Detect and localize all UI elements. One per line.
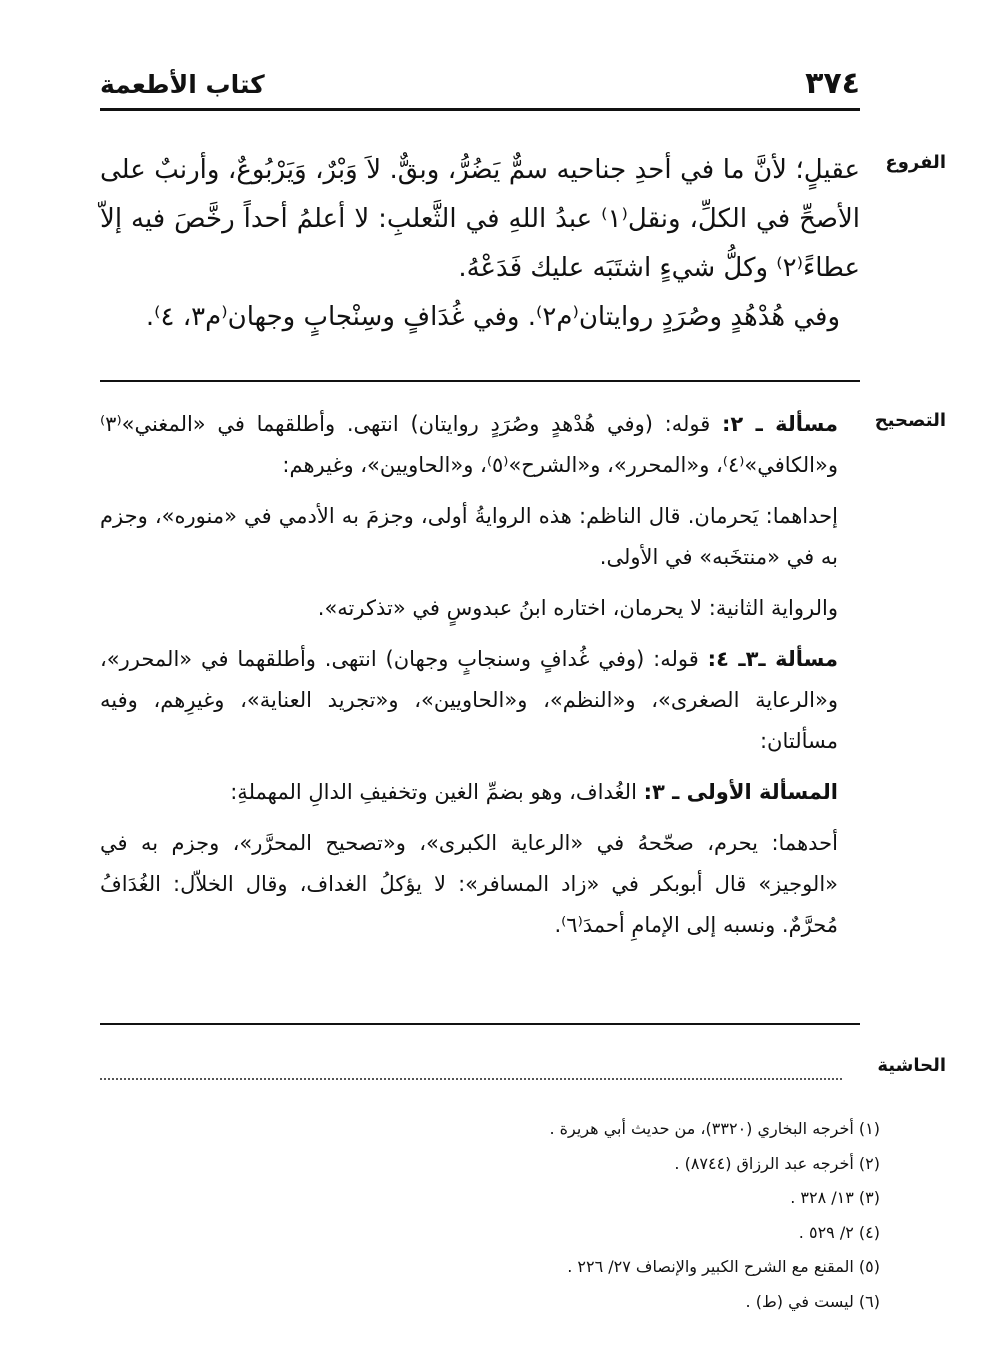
page-number: ٣٧٤ bbox=[805, 66, 860, 101]
footnote: (٤) ٢/ ٥٢٩ . bbox=[798, 1222, 880, 1242]
book-title: كتاب الأطعمة bbox=[100, 70, 265, 99]
footnotes bbox=[100, 1112, 880, 1320]
furu-paragraph-2: وفي هُدْهُدٍ وصُرَدٍ روايتان⁽م٢⁾. وفي غُدَافٍ وسِنْجابٍ وجهان⁽م٣، ٤⁾. bbox=[145, 302, 840, 332]
section-divider bbox=[100, 380, 860, 382]
furu-text bbox=[100, 146, 860, 342]
masala-2-heading: مسألة ـ ٢: bbox=[721, 412, 838, 436]
section-label-hashiya: الحاشية bbox=[877, 1055, 946, 1076]
footnote: (٦) ليست في (ط) . bbox=[745, 1291, 880, 1311]
footnote: (٣) ١٣/ ٣٢٨ . bbox=[790, 1188, 880, 1208]
masala-3-heading: المسألة الأولى ـ ٣: bbox=[643, 780, 838, 804]
dotted-separator bbox=[100, 1078, 842, 1080]
section-label-tashih: التصحيح bbox=[874, 410, 946, 431]
section-divider bbox=[100, 1023, 860, 1025]
masala-3-4-paragraph bbox=[100, 639, 860, 762]
masala-3-4-text: قوله: (وفي غُدافٍ وسنجابٍ وجهان) انتهى. وأطلقهما في «المحرر»، و«الرعاية الصغرى»، و«النظم»، و«الحاويين»، و«تجريد العناية»، وغيرِهم، وفيه مسألتان: bbox=[100, 647, 838, 753]
masala-3-4-heading: مسألة ـ٣ـ ٤: bbox=[707, 647, 838, 671]
masala-3-text: الغُداف، وهو بضمِّ الغين وتخفيفِ الدالِ المهملةِ: bbox=[230, 780, 644, 804]
footnote: (٢) أخرجه عبد الرزاق (٨٧٤٤) . bbox=[674, 1153, 880, 1173]
masala-3-paragraph bbox=[100, 772, 860, 813]
footnote: (١) أخرجه البخاري (٣٣٢٠)، من حديث أبي هريرة . bbox=[549, 1119, 880, 1138]
running-header bbox=[100, 66, 860, 106]
masala-3-first-view: أحدهما: يحرم، صحّحهُ في «الرعاية الكبرى»، و«تصحيح المحرَّر»، وجزم به في «الوجيز» قال أبوبكر في «زاد المسافر»: لا يؤكلُ الغداف، وقال الخلاّل: الغُدَافُ مُحرَّمٌ. ونسبه إلى الإمامِ أحمدَ⁽٦⁾. bbox=[100, 831, 838, 937]
header-rule bbox=[100, 108, 860, 111]
footnote: (٥) المقنع مع الشرح الكبير والإنصاف ٢٧/ ٢٢٦ . bbox=[567, 1257, 880, 1277]
masala-2-second-narration: والرواية الثانية: لا يحرمان، اختاره ابنُ عبدوسٍ في «تذكرته». bbox=[317, 596, 838, 620]
section-label-furu: الفروع bbox=[885, 152, 946, 173]
masala-2-paragraph bbox=[100, 404, 860, 486]
tashih-text bbox=[100, 404, 860, 956]
masala-2-first-narration: إحداهما: يَحرمان. قال الناظم: هذه الروايةُ أولى، وجزمَ به الأدمي في «منوره»، وجزم به في «منتخَبه» في الأولى. bbox=[100, 504, 838, 569]
masala-2-text: قوله: (وفي هُدْهدٍ وصُرَدٍ روايتان) انتهى. وأطلقهما في «المغني»⁽٣⁾ و«الكافي»⁽٤⁾، و«المحرر»، و«الشرح»⁽٥⁾، و«الحاويين»، وغيرهم: bbox=[100, 412, 838, 477]
furu-paragraph-1: عقيلٍ؛ لأنَّ ما في أحدِ جناحيه سمٌّ يَضُرُّ، وبقٌّ. لاَ وَبْرٌ، وَيَرْبُوعٌ، وأرنبٌ على الأصحِّ في الكلِّ، ونقل⁽١⁾ عبدُ اللهِ في الثَّعلبِ: لا أعلمُ أحداً رخَّصَ فيه إلاّ عطاءً⁽٢⁾ وكلُّ شيءٍ اشتَبَه عليك فَدَعْهُ. bbox=[100, 155, 860, 283]
